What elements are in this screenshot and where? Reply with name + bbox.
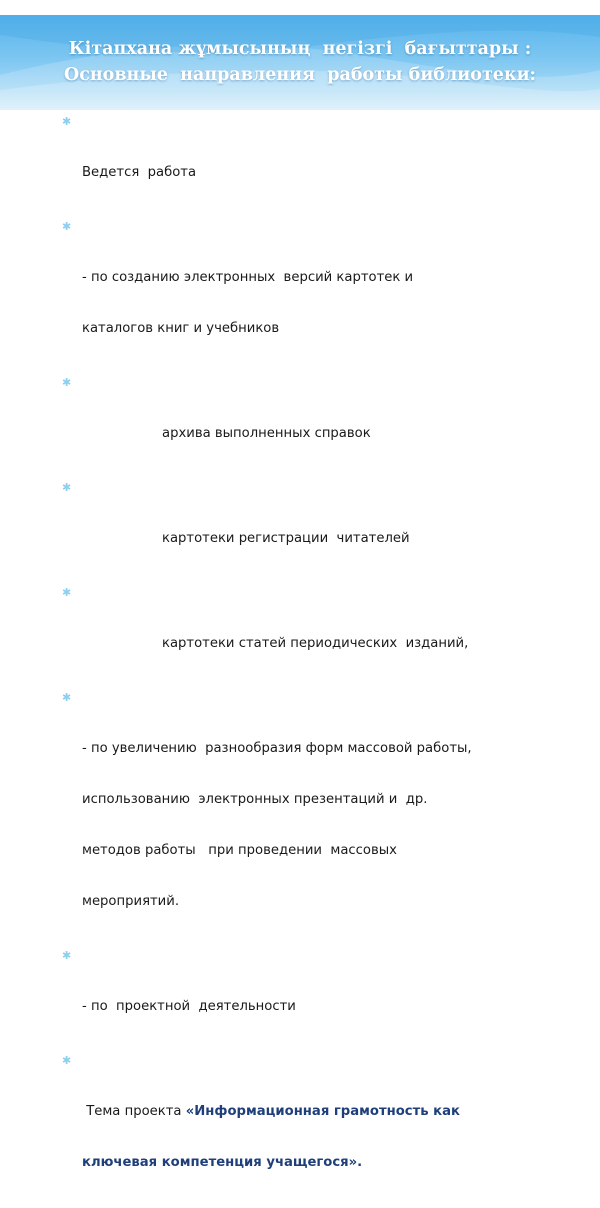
list-item — [62, 113, 582, 215]
list-item — [62, 584, 582, 686]
list-item-text: - по увеличению разнообразия форм массовой работы, — [82, 741, 472, 756]
title-line-kazakh: Кітапхана жұмысының негізгі бағыттары : — [68, 39, 532, 59]
asterisk-bullet-icon: ✱ — [62, 220, 72, 233]
list-item-text: использованию электронных презентаций и др. — [82, 792, 428, 807]
asterisk-bullet-icon: ✱ — [62, 1054, 72, 1067]
list-item — [62, 218, 582, 371]
list-item — [62, 479, 582, 581]
project-topic-title: «Информационная грамотность как — [185, 1104, 460, 1119]
list-item-text: Ведется работа — [82, 165, 197, 180]
title-line-russian: Основные направления работы библиотеки: — [63, 65, 537, 85]
asterisk-bullet-icon: ✱ — [62, 949, 72, 962]
list-item-text: картотеки статей периодических изданий, — [162, 636, 469, 651]
project-topic-label: Тема проекта — [82, 1104, 186, 1119]
header-band — [0, 15, 600, 110]
asterisk-bullet-icon: ✱ — [62, 586, 72, 599]
list-item-text: каталогов книг и учебников — [82, 321, 280, 336]
list-item-text: архива выполненных справок — [162, 426, 371, 441]
list-item — [62, 374, 582, 476]
page-title — [0, 36, 600, 88]
asterisk-bullet-icon: ✱ — [62, 376, 72, 389]
list-item — [62, 947, 582, 1049]
list-item-text: мероприятий. — [82, 894, 180, 909]
list-item-text: - по созданию электронных версий картотек и — [82, 270, 414, 285]
list-item-text: - по проектной деятельности — [82, 999, 296, 1014]
list-item-text: методов работы при проведении массовых — [82, 843, 397, 858]
asterisk-bullet-icon: ✱ — [62, 481, 72, 494]
project-topic-title: ключевая компетенция учащегося». — [82, 1155, 363, 1170]
asterisk-bullet-icon: ✱ — [62, 691, 72, 704]
list-item — [62, 689, 582, 944]
bullet-list — [62, 113, 582, 1208]
list-item-text: картотеки регистрации читателей — [162, 531, 410, 546]
list-item-project-topic — [62, 1052, 582, 1205]
asterisk-bullet-icon: ✱ — [62, 115, 72, 128]
